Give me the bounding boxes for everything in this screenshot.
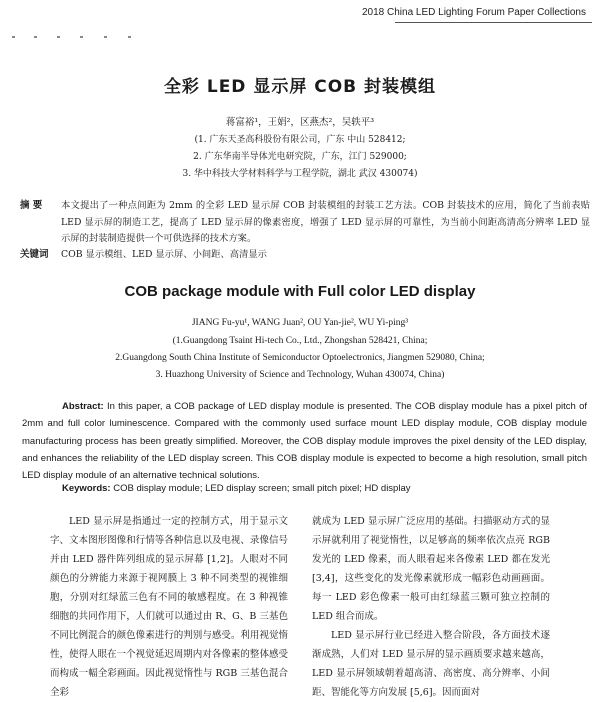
keywords-en-text: COB display module; LED display screen; small pitch pixel; HD display xyxy=(113,483,411,494)
affiliation-en-3: 3. Huazhong University of Science and Technology, Wuhan 430074, China) xyxy=(155,370,445,380)
affiliation-en-1: (1.Guangdong Tsaint Hi-tech Co., Ltd., Zhongshan 528421, China; xyxy=(172,336,428,346)
affiliation-cn-3: 3. 华中科技大学材料科学与工程学院，湖北 武汉 430074) xyxy=(182,169,418,179)
running-header-title: 2018 China LED Lighting Forum Paper Collections xyxy=(361,7,586,18)
body-left-column xyxy=(50,512,288,702)
running-header xyxy=(0,0,600,30)
abstract-en xyxy=(22,398,587,484)
abstract-cn-label: 摘 要 xyxy=(20,200,43,211)
body-paragraph: LED 显示屏行业已经进入整合阶段，各方面技术逐渐成熟，人们对 LED 显示屏的显示画质要求越来越高，LED 显示屏领域朝着超高清、高密度、高分辨率、小间距、智能化等方向发展 [5,6]。因而面对 xyxy=(312,630,550,698)
affiliation-en-2: 2.Guangdong South China Institute of Semiconductor Optoelectronics, Jiangmen 529080, China; xyxy=(115,353,485,363)
keywords-en-label: Keywords: xyxy=(62,483,111,494)
authors-cn: 蒋富裕¹，王娟²，区燕杰²，吴轶平³ xyxy=(225,117,375,128)
scan-noise-decoration xyxy=(12,36,152,44)
paper-title-cn: 全彩 LED 显示屏 COB 封装模组 xyxy=(163,77,437,97)
header-rule xyxy=(395,22,592,23)
keywords-en xyxy=(62,483,410,494)
abstract-cn xyxy=(20,198,590,248)
keywords-cn xyxy=(20,247,590,264)
paper-title-en: COB package module with Full color LED display xyxy=(124,283,476,300)
abstract-en-text: In this paper, a COB package of LED display module is presented. The COB display module has a pixel pitch of 2mm and full color luminescence. Compared with the commonly used surface mount LED display module, COB display module manufacturing process has been greatly simplified. Moreover, the COB display module improves the pixel density of the LED display, and enhances the reliability of the LED display screen. This COB display module is expected to become a high resolution, small pitch LED display module of an alternative technical solutions. xyxy=(22,401,587,482)
affiliation-cn-1: (1. 广东天圣高科股份有限公司，广东 中山 528412; xyxy=(194,135,406,145)
body-right-column xyxy=(312,512,550,702)
keywords-cn-text: COB 显示模组、LED 显示屏、小间距、高清显示 xyxy=(61,249,267,260)
authors-en: JIANG Fu-yu¹, WANG Juan², OU Yan-jie², WU Yi-ping³ xyxy=(191,318,409,328)
abstract-en-label: Abstract: xyxy=(62,401,104,412)
abstract-cn-text: 本文提出了一种点间距为 2mm 的全彩 LED 显示屏 COB 封装模组的封装工艺方法。COB 封装技术的应用，简化了当前表贴 LED 显示屏的制造工艺，提高了 LED 显示屏的像素密度，增强了 LED 显示屏的可靠性，为当前小间距高清高分辨率 LED 显示屏的封装制造提供一个可供选择的技术方案。 xyxy=(61,200,590,244)
affiliation-cn-2: 2. 广东华南半导体光电研究院，广东，江门 529000; xyxy=(193,152,407,162)
body-paragraph: LED 显示屏是指通过一定的控制方式，用于显示文字、文本图形图像和行情等各种信息以及电视、录像信号并由 LED 器件阵列组成的显示屏幕 [1,2]。人眼对不同颜色的分辨能力来源于视网膜上 3 种不同类型的视锥细胞，分别对红绿蓝三色有不同的敏感程度。在 3 种视锥细胞的共同作用下，人们就可以通过由 R、G、B 三基色不同比例混合的颜色像素进行的判别与感受。利用视觉惰性，使得人眼在一个视觉延迟周期内对各像素的整体感受而构成一幅全彩画面。因此视觉惰性与 RGB 三基色混合全彩 xyxy=(50,516,288,698)
body-paragraph: 就成为 LED 显示屏广泛应用的基础。扫描驱动方式的显示屏就利用了视觉惰性，以足够高的频率依次点亮 RGB 发光的 LED 像素，而人眼看起来各像素 LED 都在发光 [3,4]，这些变化的发光像素就形成一幅彩色动画画面。每一 LED 彩色像素一般可由红绿蓝三颗可独立控制的 LED 组合而成。 xyxy=(312,516,550,622)
keywords-cn-label: 关键词 xyxy=(20,249,49,260)
